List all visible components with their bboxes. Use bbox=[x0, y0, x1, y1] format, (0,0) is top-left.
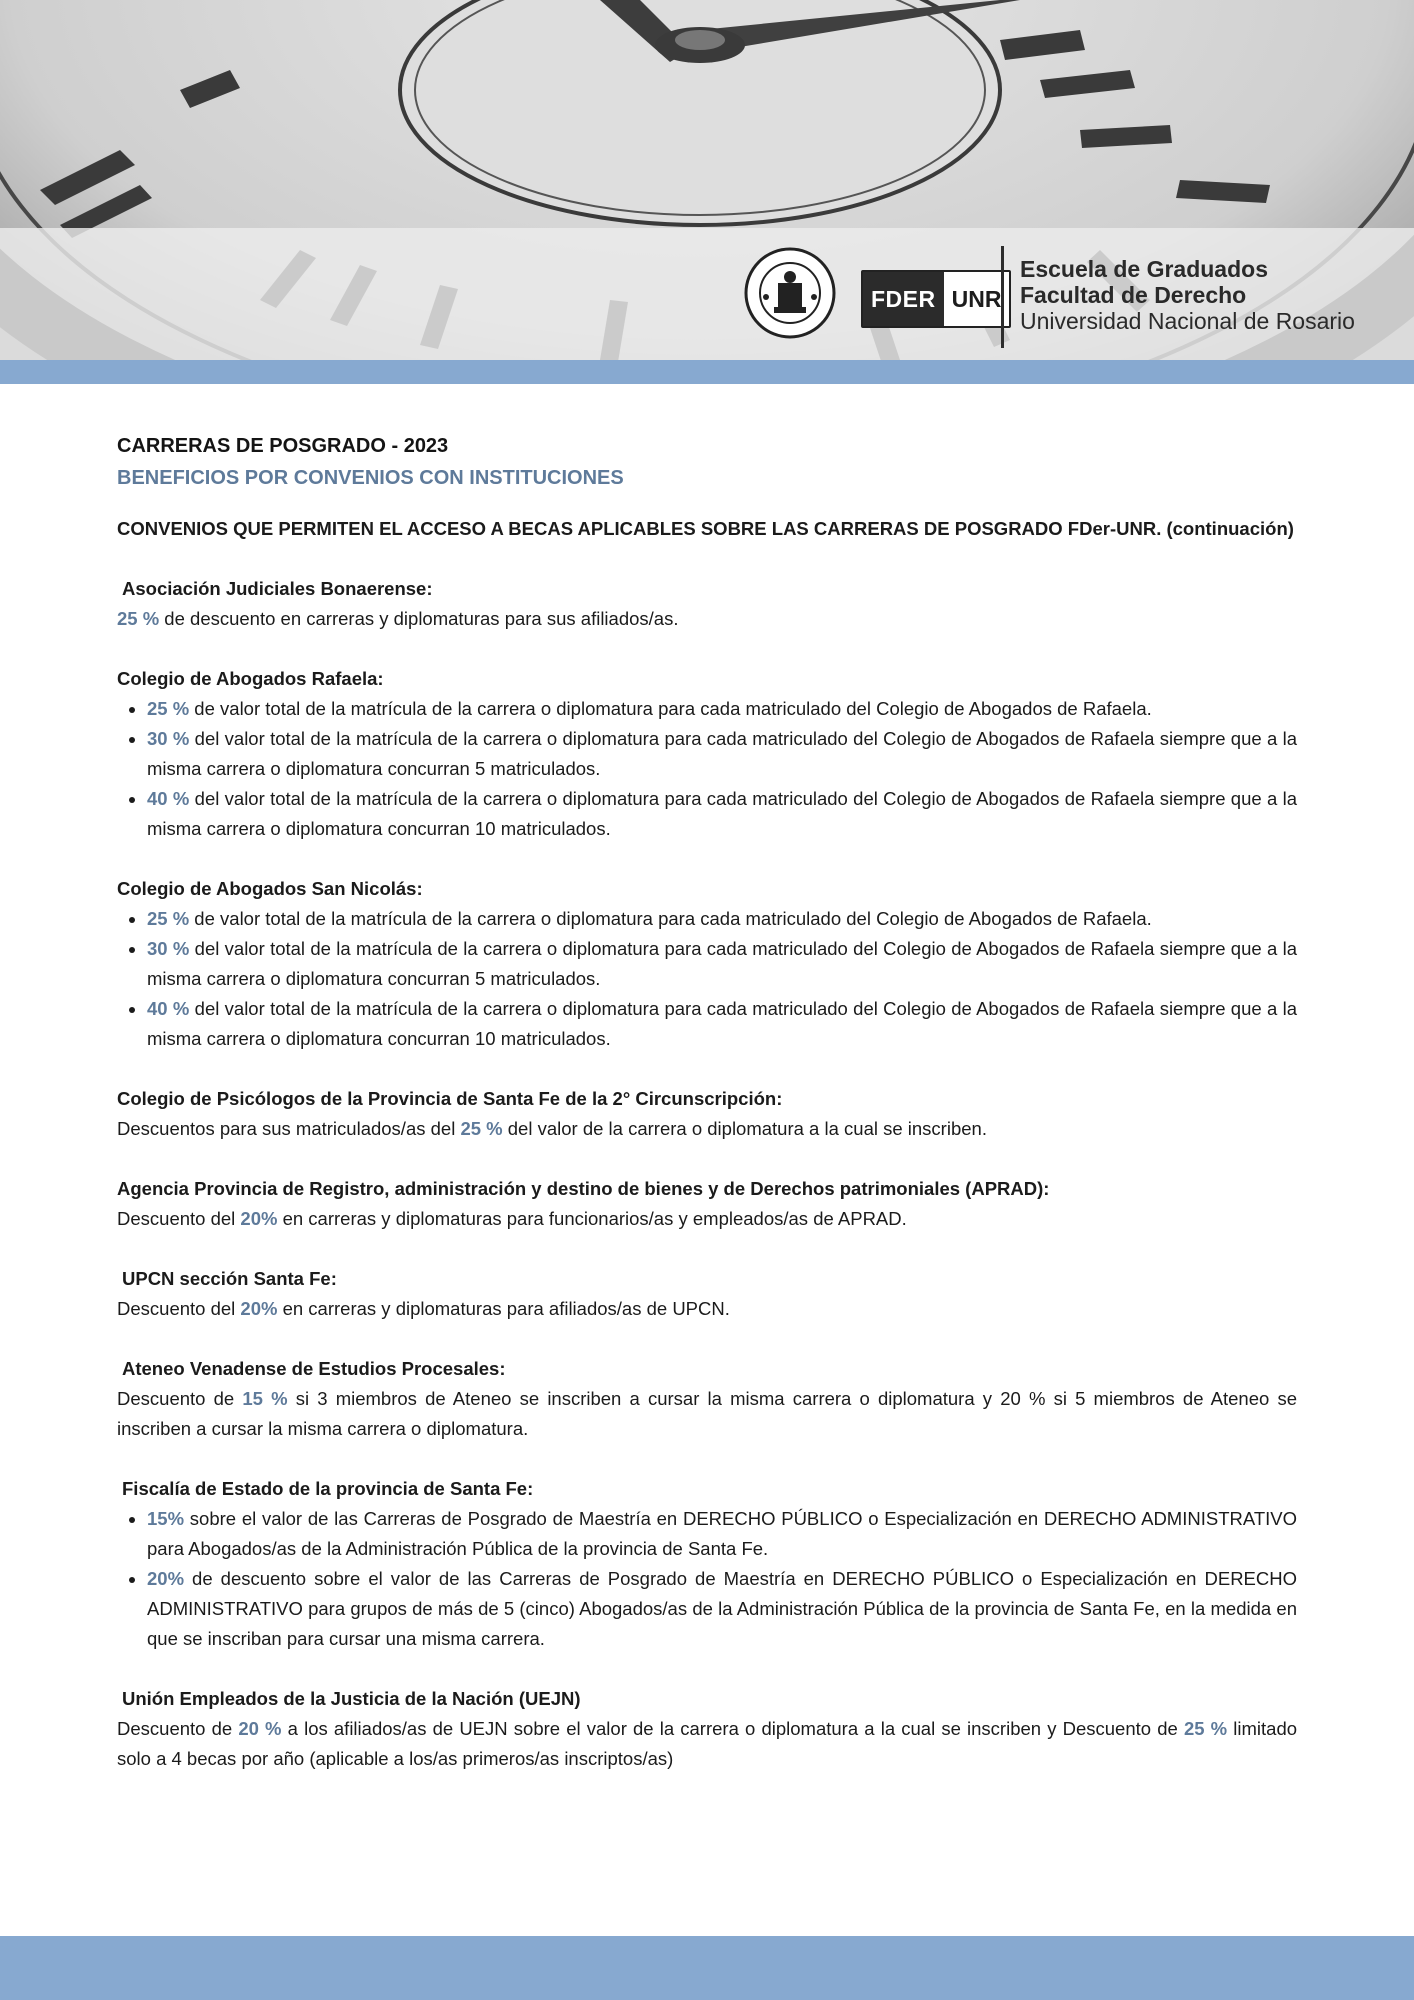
logo-divider bbox=[1001, 246, 1004, 348]
percent-value: 25 % bbox=[117, 608, 160, 629]
percent-value: 20% bbox=[147, 1568, 185, 1589]
section-text: Descuento de 15 % si 3 miembros de Ateneo se inscriben a cursar la misma carrera o diplomatura y 20 % si 5 miembros de Ateneo se inscriben a cursar la misma carrera o diplomatura. bbox=[117, 1388, 1297, 1439]
section-text: Descuento de 20 % a los afiliados/as de UEJN sobre el valor de la carrera o diplomatura a la cual se inscriben y Descuento de 25 % limitado solo a 4 becas por año (aplicable a los/as primeros/as inscriptos/as) bbox=[117, 1718, 1298, 1769]
institution-line-2: Facultad de Derecho bbox=[1020, 282, 1247, 308]
percent-value: 30 % bbox=[147, 728, 190, 749]
section-text: Descuentos para sus matriculados/as del 25 % del valor de la carrera o diplomatura a la cual se inscriben. bbox=[117, 1118, 987, 1139]
section-psicologos bbox=[117, 1084, 1297, 1144]
logo-unr-text: UNR bbox=[944, 272, 1010, 326]
percent-value: 20% bbox=[240, 1208, 278, 1229]
percent-value: 30 % bbox=[147, 938, 190, 959]
list-item: • 20% de descuento sobre el valor de las Carreras de Posgrado de Maestría en DERECHO PÚBLICO o Especialización en DERECHO ADMINISTRATIVO para grupos de más de 5 (cinco) Abogados/as de la Administración Pública de la provincia de Santa Fe, en la medida en que se inscriban para cursar una misma carrera. bbox=[147, 1564, 1297, 1654]
section-rafaela bbox=[117, 664, 1297, 844]
percent-value: 20% bbox=[240, 1298, 278, 1319]
section-ajb bbox=[117, 574, 1297, 634]
list-item: • 30 % del valor total de la matrícula de la carrera o diplomatura para cada matriculado del Colegio de Abogados de Rafaela siempre que a la misma carrera o diplomatura concurran 5 matriculados. bbox=[147, 934, 1297, 994]
list-item: • 40 % del valor total de la matrícula de la carrera o diplomatura para cada matriculado del Colegio de Abogados de Rafaela siempre que a la misma carrera o diplomatura concurran 10 matriculados. bbox=[147, 994, 1297, 1054]
institution-name bbox=[1020, 256, 1355, 334]
list-item: • 40 % del valor total de la matrícula de la carrera o diplomatura para cada matriculado del Colegio de Abogados de Rafaela siempre que a la misma carrera o diplomatura concurran 10 matriculados. bbox=[147, 784, 1297, 844]
percent-value: 40 % bbox=[147, 788, 190, 809]
percent-value: 25 % bbox=[147, 908, 190, 929]
top-accent-bar bbox=[0, 360, 1414, 384]
fder-unr-logo bbox=[861, 270, 1011, 328]
benefit-list bbox=[117, 1504, 1297, 1654]
section-ateneo bbox=[117, 1354, 1297, 1444]
list-item: • 15% sobre el valor de las Carreras de Posgrado de Maestría en DERECHO PÚBLICO o Especialización en DERECHO ADMINISTRATIVO para Abogados/as de la Administración Pública de la provincia de Santa Fe. bbox=[147, 1504, 1297, 1564]
benefit-list bbox=[117, 904, 1297, 1054]
section-text: 25 % de descuento en carreras y diplomaturas para sus afiliados/as. bbox=[117, 608, 679, 629]
list-item: • 30 % del valor total de la matrícula de la carrera o diplomatura para cada matriculado del Colegio de Abogados de Rafaela siempre que a la misma carrera o diplomatura concurran 5 matriculados. bbox=[147, 724, 1297, 784]
list-item: • 25 % de valor total de la matrícula de la carrera o diplomatura para cada matriculado del Colegio de Abogados de Rafaela. bbox=[147, 904, 1297, 934]
percent-value: 40 % bbox=[147, 998, 190, 1019]
percent-value: 25 % bbox=[460, 1118, 503, 1139]
institution-line-1: Escuela de Graduados bbox=[1020, 256, 1268, 282]
percent-value: 15% bbox=[147, 1508, 185, 1529]
section-title: Colegio de Abogados San Nicolás: bbox=[117, 878, 423, 899]
bottom-accent-bar bbox=[0, 1936, 1414, 2000]
logo-fder-text: FDER bbox=[863, 272, 944, 326]
section-text: Descuento del 20% en carreras y diplomaturas para funcionarios/as y empleados/as de APRAD. bbox=[117, 1208, 907, 1229]
university-seal-logo bbox=[744, 247, 836, 339]
section-title: Colegio de Psicólogos de la Provincia de Santa Fe de la 2° Circunscripción: bbox=[117, 1088, 783, 1109]
section-title: Asociación Judiciales Bonaerense: bbox=[122, 578, 433, 599]
section-title: Agencia Provincia de Registro, administración y destino de bienes y de Derechos patrimoniales (APRAD): bbox=[117, 1178, 1050, 1199]
document-body bbox=[117, 430, 1297, 1774]
section-fiscalia bbox=[117, 1474, 1297, 1654]
list-item: • 25 % de valor total de la matrícula de la carrera o diplomatura para cada matriculado del Colegio de Abogados de Rafaela. bbox=[147, 694, 1297, 724]
section-aprad bbox=[117, 1174, 1297, 1234]
percent-value: 25 % bbox=[147, 698, 190, 719]
page-subtitle: BENEFICIOS POR CONVENIOS CON INSTITUCIONES bbox=[117, 467, 624, 489]
section-upcn bbox=[117, 1264, 1297, 1324]
section-title: Colegio de Abogados Rafaela: bbox=[117, 668, 384, 689]
institution-line-3: Universidad Nacional de Rosario bbox=[1020, 308, 1355, 334]
percent-value: 15 % bbox=[242, 1388, 288, 1409]
header-banner bbox=[0, 0, 1414, 360]
section-title: UPCN sección Santa Fe: bbox=[122, 1268, 337, 1289]
percent-value: 20 % bbox=[238, 1718, 282, 1739]
section-title: Unión Empleados de la Justicia de la Nación (UEJN) bbox=[122, 1688, 581, 1709]
benefit-list bbox=[117, 694, 1297, 844]
section-san-nicolas bbox=[117, 874, 1297, 1054]
section-title: Ateneo Venadense de Estudios Procesales: bbox=[122, 1358, 506, 1379]
section-heading: CONVENIOS QUE PERMITEN EL ACCESO A BECAS APLICABLES SOBRE LAS CARRERAS DE POSGRADO FDer-UNR. (continuación) bbox=[117, 518, 1294, 539]
percent-value: 25 % bbox=[1183, 1718, 1228, 1739]
section-uejn bbox=[117, 1684, 1297, 1774]
section-text: Descuento del 20% en carreras y diplomaturas para afiliados/as de UPCN. bbox=[117, 1298, 730, 1319]
section-title: Fiscalía de Estado de la provincia de Santa Fe: bbox=[122, 1478, 534, 1499]
page-title: CARRERAS DE POSGRADO - 2023 bbox=[117, 435, 449, 457]
